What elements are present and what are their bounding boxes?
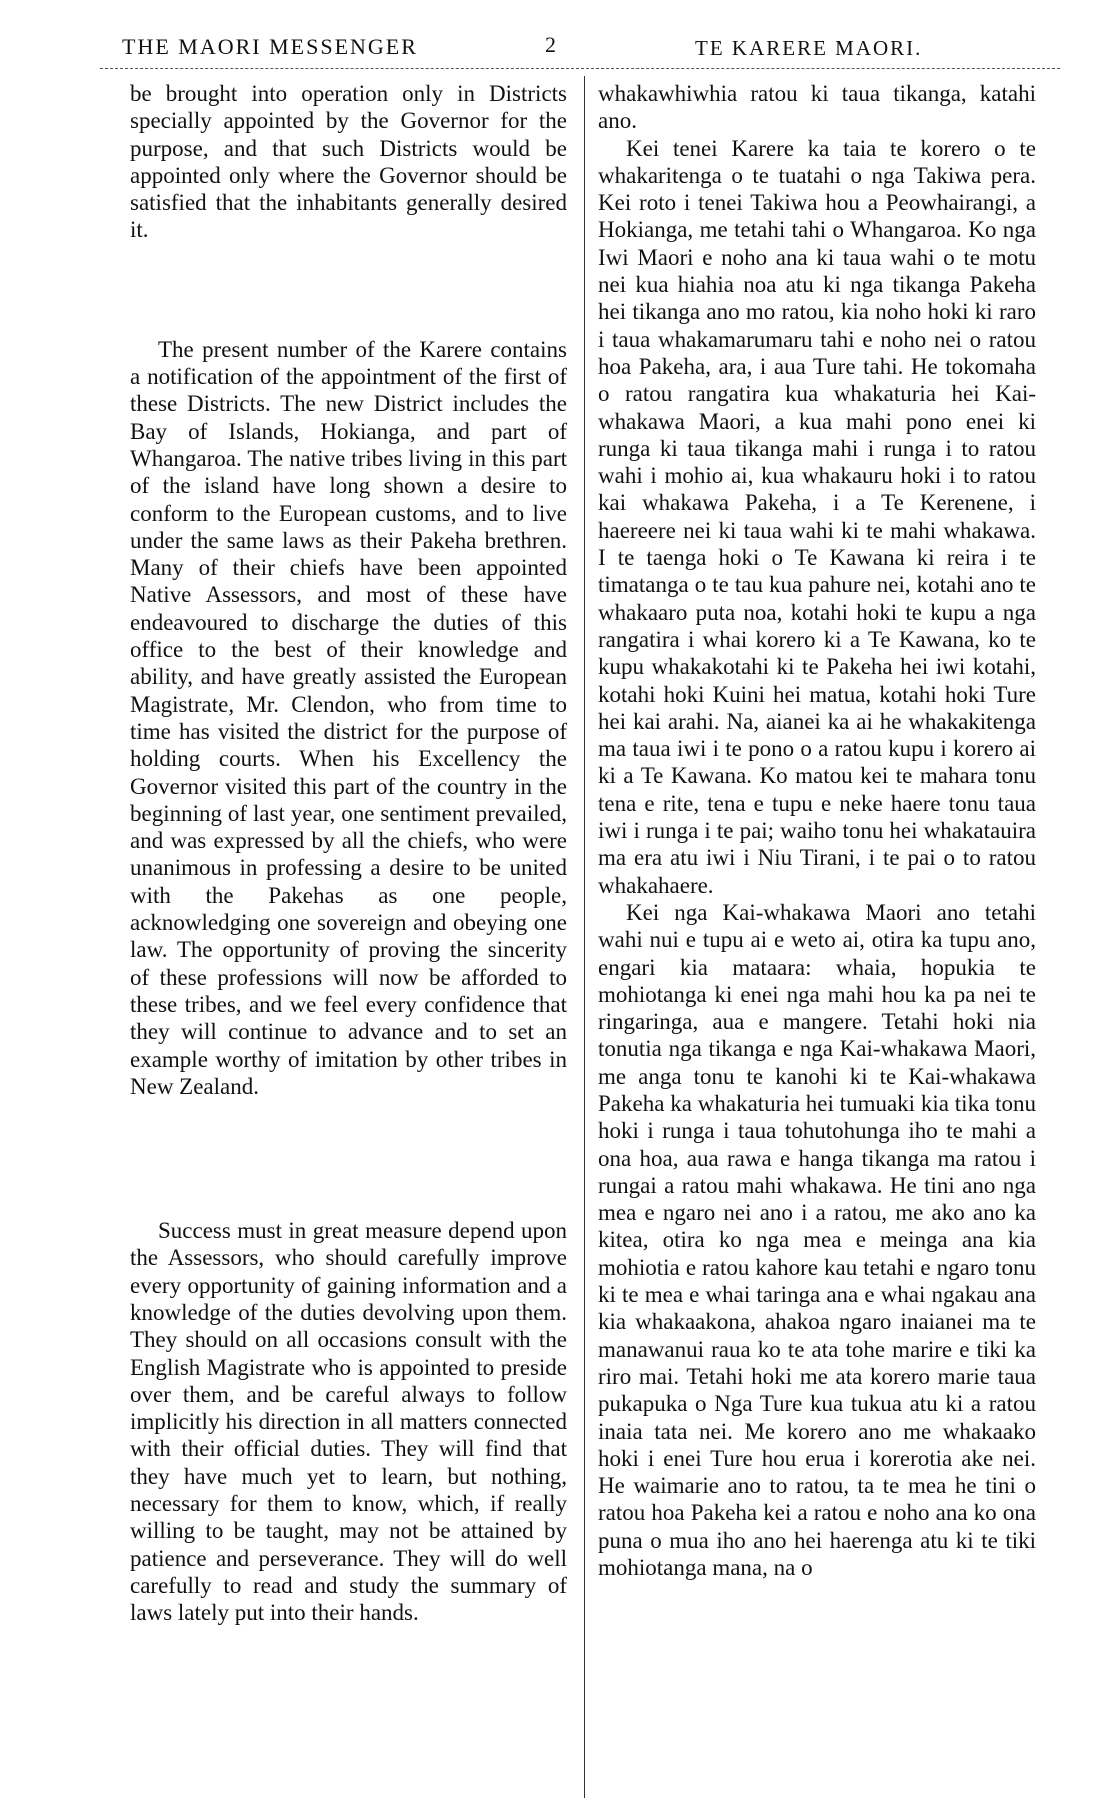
english-paragraph-assessors: Success must in great measure depend upon the Assessors, who should carefully improve every opportunity of gaining information and a knowledge of the duties devolving upon them. They should on all occasions consult with the English Magistrate who is appointed to preside over them, and be careful always to follow implicitly his direction in all matters connected with their official duties. They will find that they have much yet to learn, but nothing, necessary for them to know, which, if really willing to be taught, may not be attained by patience and perseverance. They will do well carefully to read and study the summary of laws lately put into their hands. [130, 1218, 567, 1626]
english-column [130, 80, 567, 1627]
header-rule [100, 68, 1060, 69]
maori-paragraph-assessors: Kei nga Kai-whakawa Maori ano tetahi wahi nui e tupu ai e weto ai, otira ka tupu ano, engari kia mataara: whaia, hopukia te mohiotanga ki enei nga mahi hou ka pa nei te ringaringa, aua e mangere. Tetahi hoki nia tonutia nga tikanga e nga Kai-whakawa Maori, me anga tonu te kanohi ki te Kai-whakawa Pakeha ka whakaturia hei tumuaki kia tika tonu hoki i runga i taua tohutohunga iho te mahi a ona hoa, aua rawa e hanga tikanga ma ratou i rungai a ratou mahi whakawa. He tini ano nga mea e ngaro nei ano i a ratou, me ako ano ka kitea, otira ko nga mea e meinga ana kia mohiotia e ratou kahore kau tetahi e ngaro tonu ki te mea e whai taringa ana e whai ngakau ana kia whakaakona, ahakoa ngaro inaianei ma te manawanui raua ko te ata tohe marire e tiki ka riro mai. Tetahi hoki me ata korero marie taua pukapuka o Nga Ture kua tukua atu ki a ratou inaia tata nei. Me korero ano me whakaako hoki i enei Ture hou erua i korerotia ake nei. He waimarie ano to ratou, ta te mea he tini o ratou hoa Pakeha kei a ratou e noho ana ko ona puna o mua iho ano hei haerenga atu ki te tiki mohiotanga mana, na o [598, 899, 1036, 1581]
header-title-english: THE MAORI MESSENGER [122, 34, 418, 59]
header-title-maori: TE KARERE MAORI. [695, 36, 923, 60]
page-header [100, 30, 1060, 64]
column-divider [584, 76, 585, 1798]
english-paragraph-continuation: be brought into operation only in Districts specially appointed by the Governor for the purpose, and that such Districts would be appointed only where the Governor should be satisfied that the inhabitants generally desired it. [130, 81, 567, 243]
maori-paragraph-continuation: whakawhiwhia ratou ki taua tikanga, katahi ano. [598, 81, 1036, 134]
english-paragraph-district: The present number of the Karere contains a notification of the appointment of the first of these Districts. The new District includes the Bay of Islands, Hokianga, and part of Whangaroa. The native tribes living in this part of the island have long shown a desire to conform to the European customs, and to live under the same laws as their Pakeha brethren. Many of their chiefs have been appointed Native Assessors, and most of these have endeavoured to discharge the duties of this office to the best of their knowledge and ability, and have greatly assisted the European Magistrate, Mr. Clendon, who from time to time has visited the district for the purpose of holding courts. When his Excellency the Governor visited this part of the country in the beginning of last year, one sentiment prevailed, and was expressed by all the chiefs, who were unanimous in professing a desire to be united with the Pakehas as one people, acknowledging one sovereign and obeying one law. The opportunity of proving the sincerity of these professions will now be afforded to these tribes, and we feel every confidence that they will continue to advance and to set an example worthy of imitation by other tribes in New Zealand. [130, 336, 567, 1099]
page-number: 2 [545, 32, 558, 57]
maori-paragraph-district: Kei tenei Karere ka taia te korero o te whakaritenga o te tuatahi o nga Takiwa pera. Kei roto i tenei Takiwa hou a Peowhairangi, a Hokianga, me tetahi tahi o Whangaroa. Ko nga Iwi Maori e noho ana ki taua wahi o te motu nei kua hiahia noa atu ki nga tikanga Pakeha hei tikanga ano mo ratou, kia noho hoki ki raro i taua whakamarumaru tahi e noho nei o ratou hoa Pakeha, ara, i aua Ture tahi. He tokomaha o ratou rangatira kua whakaturia hei Kai-whakawa Maori, a kua mahi pono enei ki runga ki taua tikanga mahi i runga i to ratou wahi i mohio ai, kua whakauru hoki i to ratou kai whakawa Pakeha, i a Te Kerenene, i haereere nei ki taua wahi ki te mahi whakawa. I te taenga hoki o Te Kawana ki reira i te timatanga o te tau kua pahure nei, kotahi ano te whakaaro puta noa, kotahi hoki te kupu a nga rangatira i whai korero ki a Te Kawana, ko te kupu whakakotahi ki te Pakeha hei iwi kotahi, kotahi hoki Kuini hei matua, kotahi hoki Ture hei kai arahi. Na, aianei ka ai he whakakitenga ma taua iwi i te pono o a ratou kupu i korero ai ki a Te Kawana. Ko matou kei te mahara tonu tena e rite, tena e tupu e neke haere tonu taua iwi i runga i te pai; waiho tonu hei whakatauira ma era atu iwi i Niu Tirani, i te pai o to ratou whakahaere. [598, 135, 1036, 898]
maori-column [598, 80, 1036, 1581]
